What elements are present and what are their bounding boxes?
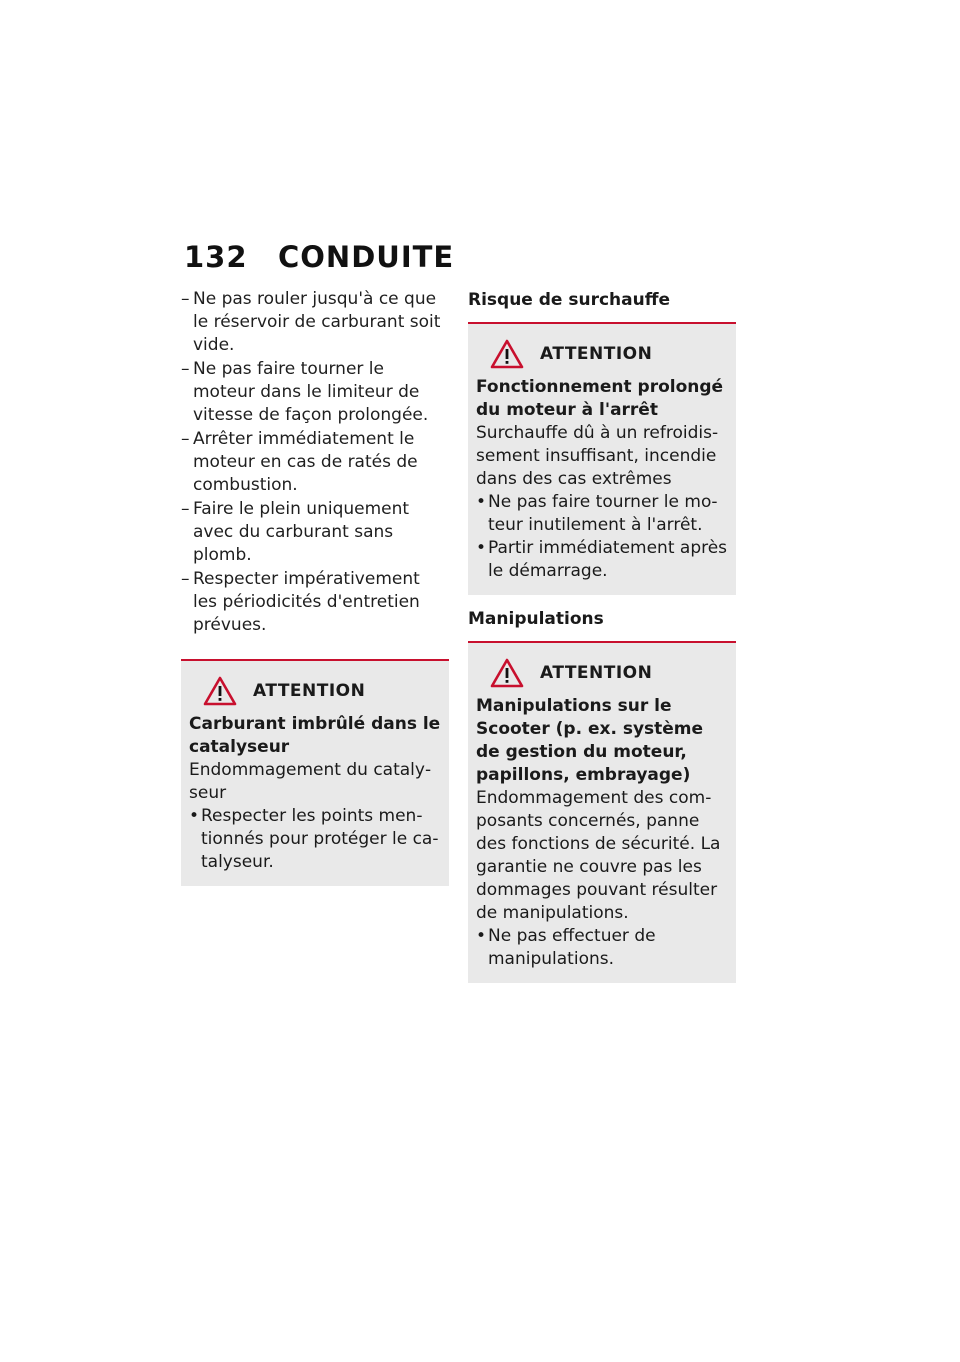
page-header: [184, 240, 454, 274]
bullet-item: • Partir immédiatement après le démarrage.: [476, 538, 728, 581]
warning-bullets: [476, 925, 728, 971]
warning-header: [476, 655, 728, 691]
warning-body: Surchauffe dû à un refroidissement insuffisant, incendie dans des cas extrêmes: [476, 423, 719, 489]
left-column: [181, 288, 449, 886]
list-item: – Ne pas rouler jusqu'à ce que le réservoir de carburant soit vide.: [181, 289, 441, 355]
warning-triangle-icon: [490, 658, 524, 688]
list-item: – Ne pas faire tourner le moteur dans le limiteur de vitesse de façon prolongée.: [181, 359, 429, 425]
bullet-item: • Respecter les points mentionnés pour protéger le catalyseur.: [189, 806, 439, 872]
warning-header: [189, 673, 441, 709]
page-title: CONDUITE: [278, 240, 455, 274]
warning-body: Endommagement du catalyseur: [189, 760, 432, 803]
warning-title: Manipulations sur le Scooter (p. ex. système de gestion du moteur, papillons, embrayage): [476, 696, 704, 785]
right-column: [468, 288, 736, 983]
warning-label: ATTENTION: [253, 681, 366, 701]
warning-label: ATTENTION: [540, 344, 653, 364]
section-title-overheat: Risque de surchauffe: [468, 290, 671, 310]
warning-title: Carburant imbrûlé dans le catalyseur: [189, 714, 441, 757]
page-number: 132: [184, 240, 248, 274]
warning-title: Fonctionnement prolongé du moteur à l'arrêt: [476, 377, 724, 420]
warning-box-manipulations: [468, 641, 736, 983]
warning-body: Endommagement des composants concernés, panne des fonctions de sécurité. La garantie ne couvre pas les dommages pouvant résulter de manipulations.: [476, 788, 721, 923]
warning-box-catalyst: [181, 659, 449, 886]
warning-box-overheat: [468, 322, 736, 595]
warning-triangle-icon: [203, 676, 237, 706]
section-title-manipulations: Manipulations: [468, 609, 604, 629]
warning-bullets: [189, 805, 441, 874]
list-item: – Arrêter immédiatement le moteur en cas de ratés de combustion.: [181, 429, 418, 495]
warning-label: ATTENTION: [540, 663, 653, 683]
precautions-list: [181, 288, 449, 637]
warning-bullets: [476, 491, 728, 583]
bullet-item: • Ne pas faire tourner le moteur inutilement à l'arrêt.: [476, 492, 718, 535]
warning-header: [476, 336, 728, 372]
warning-triangle-icon: [490, 339, 524, 369]
list-item: – Respecter impérativement les périodicités d'entretien prévues.: [181, 569, 420, 635]
list-item: – Faire le plein uniquement avec du carburant sans plomb.: [181, 499, 410, 565]
bullet-item: • Ne pas effectuer de manipulations.: [476, 926, 656, 969]
